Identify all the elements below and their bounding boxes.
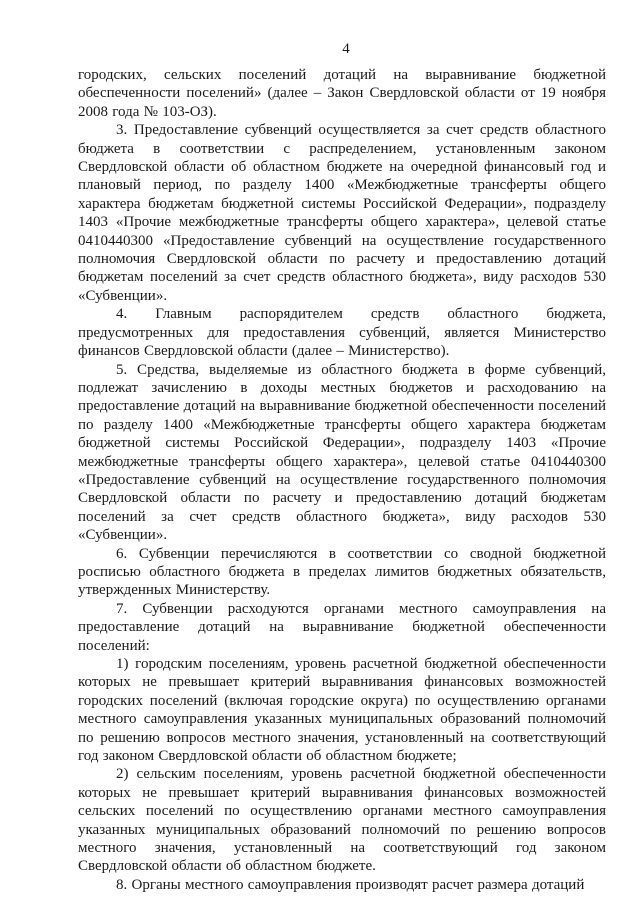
paragraph-continuation: городских, сельских поселений дотаций на выравнивание бюджетной обеспеченности поселений» (далее – Закон Свердловской области от 19 ноября 2008 года № 103-ОЗ). <box>78 67 606 120</box>
paragraph-item-8: 8. Органы местного самоуправления производят расчет размера дотаций <box>116 876 585 893</box>
paragraph-item-7-2: 2) сельским поселениям, уровень расчетной бюджетной обеспеченности которых не превышает критерий выравнивания финансовых возможностей сельских поселений по осуществлению органами местного самоуправления указанных муниципальных образований полномочий по решению вопросов местного значения, установленный на соответствующий год законом Свердловской области об областном бюджете. <box>78 766 606 875</box>
paragraph-item-6: 6. Субвенции перечисляются в соответствии со сводной бюджетной росписью областного бюджета в пределах лимитов бюджетных обязательств, утвержденных Министерству. <box>78 545 606 599</box>
paragraph-item-7-1: 1) городским поселениям, уровень расчетной бюджетной обеспеченности которых не превышает критерий выравнивания финансовых возможностей городских поселений (включая городские округа) по осуществлению органами местного самоуправления указанных муниципальных образований полномочий по решению вопросов местного значения, установленный на соответствующий год законом Свердловской области об областном бюджете; <box>78 656 606 765</box>
paragraph-item-7: 7. Субвенции расходуются органами местного самоуправления на предоставление дотаций на выравнивание бюджетной обеспеченности поселений: <box>78 600 606 654</box>
page-number: 4 <box>342 41 350 57</box>
paragraph-item-4: 4. Главным распорядителем средств областного бюджета, предусмотренных для предоставления субвенций, является Министерство финансов Свердловской области (далее – Министерство). <box>78 306 606 360</box>
paragraph-item-3: 3. Предоставление субвенций осуществляется за счет средств областного бюджета в соответствии с распределением, установленным законом Свердловской области об областном бюджете на очередной финансовый год и плановый период, по разделу 1400 «Межбюджетные трансферты общего характера бюджетам бюджетной системы Российской Федерации», подразделу 1403 «Прочие межбюджетные трансферты общего характера», целевой статье 0410440300 «Предоставление субвенций на осуществление государственного полномочия Свердловской области по расчету и предоставлению дотаций бюджетам поселений за счет средств областного бюджета», виду расходов 530 «Субвенции». <box>78 122 606 304</box>
paragraph-item-5: 5. Средства, выделяемые из областного бюджета в форме субвенций, подлежат зачислению в доходы местных бюджетов и расходованию на предоставление дотаций на выравнивание бюджетной обеспеченности поселений по разделу 1400 «Межбюджетные трансферты общего характера бюджетам бюджетной системы Российской Федерации», подразделу 1403 «Прочие межбюджетные трансферты общего характера», целевой статье 0410440300 «Предоставление субвенций на осуществление государственного полномочия Свердловской области по расчету и предоставлению дотаций бюджетам поселений за счет средств областного бюджета», виду расходов 530 «Субвенции». <box>78 361 606 544</box>
